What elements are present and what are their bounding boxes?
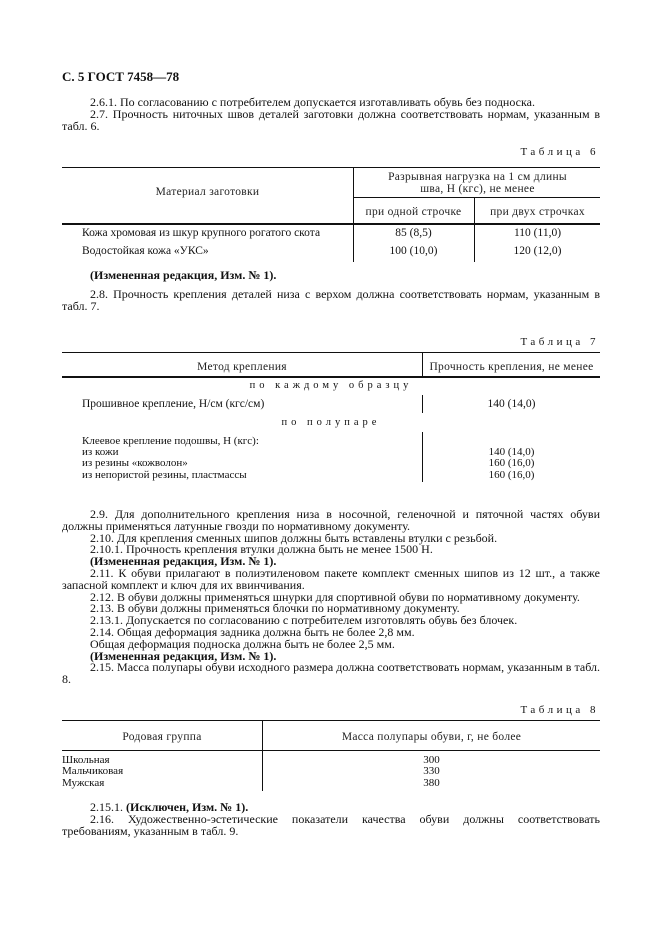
paragraph-2-11: 2.11. К обуви прилагают в полиэтиленовом пакете комплект сменных шипов из 12 шт., а также запасной комплект и ключ для их ввинчивания.	[62, 565, 600, 592]
table-cell-one: 85 (8,5)	[395, 227, 432, 239]
paragraph-2-12: 2.12. В обуви должны применяться шнурки для спортивной обуви по нормативному документу.	[90, 589, 580, 604]
paragraph-2-6-1: 2.6.1. По согласованию с потребителем допускается изготавливать обувь без подноска.	[90, 95, 535, 109]
table-6-header-load: Разрывная нагрузка на 1 см длины шва, Н (кгс), не менее	[388, 171, 567, 195]
table-8-caption: Таблица 8	[520, 704, 599, 716]
table-8-header-group: Родовая группа	[122, 731, 202, 743]
body-text-block	[62, 509, 600, 686]
table-cell-group: Мужская	[62, 777, 105, 789]
table-7-section-each-sample: по каждому образцу	[249, 380, 413, 391]
table-cell-mass: 300	[423, 754, 440, 766]
table-cell-group: Школьная	[62, 754, 110, 766]
table-7-header-strength: Прочность крепления, не менее	[429, 361, 594, 373]
paragraph-2-10: 2.10. Для крепления сменных шипов должны быть вставлены втулки с резьбой.	[90, 530, 498, 545]
amendment-note: (Измененная редакция, Изм. № 1).	[90, 268, 277, 282]
paragraph-2-10-1: 2.10.1. Прочность крепления втулки должна быть не менее 1500 Н.	[90, 542, 433, 557]
table-6-subheader-one: при одной строчке	[365, 206, 462, 218]
amendment-note: (Измененная редакция, Изм. № 1).	[90, 648, 277, 663]
table-cell-method: Прошивное крепление, Н/см (кгс/см)	[82, 398, 265, 410]
paragraph-2-15: 2.15. Масса полупары обуви исходного размера должна соответствовать нормам, указанным в табл. 8.	[62, 660, 600, 687]
table-cell-method: из резины «кожволон»	[82, 457, 188, 469]
paragraph-2-14: 2.14. Общая деформация задника должна быть не более 2,8 мм.	[90, 624, 415, 639]
paragraph-2-8: 2.8. Прочность крепления деталей низа с верхом должна соответствовать нормам, указанным в табл. 7.	[62, 287, 600, 313]
table-7-section-half-pair: по полупаре	[281, 417, 381, 428]
table-cell-value: 140 (14,0)	[488, 446, 535, 458]
paragraph-2-16: 2.16. Художественно-эстетические показатели качества обуви должны соответствовать требованиям, указанным в табл. 9.	[62, 812, 600, 838]
table-cell-two: 110 (11,0)	[513, 227, 562, 239]
table-8-header-mass: Масса полупары обуви, г, не более	[341, 731, 522, 743]
paragraph-2-13: 2.13. В обуви должны применяться блочки по нормативному документу.	[90, 601, 460, 616]
paragraph-number: 2.15.1.	[90, 800, 123, 814]
table-cell-value: 140 (14,0)	[487, 398, 536, 410]
table-cell-mass: 330	[423, 765, 440, 777]
table-7-caption: Таблица 7	[520, 336, 599, 348]
table-cell-mass: 380	[423, 777, 440, 789]
page-header: С. 5 ГОСТ 7458—78	[62, 69, 180, 84]
table-6-subheader-two: при двух строчках	[490, 206, 585, 218]
paragraph-2-9: 2.9. Для дополнительного крепления низа в носочной, геленочной и пяточной частях обуви должны применяться латунные гвозди по нормативному документу.	[62, 507, 600, 533]
table-cell-one: 100 (10,0)	[389, 245, 438, 257]
table-6-header-material: Материал заготовки	[155, 186, 260, 198]
table-cell-method: из кожи	[82, 446, 119, 458]
table-7-header-method: Метод крепления	[197, 361, 287, 373]
paragraph-2-14-b: Общая деформация подноска должна быть не более 2,5 мм.	[90, 636, 395, 651]
table-cell-value: 160 (16,0)	[488, 469, 535, 481]
paragraph-2-13-1: 2.13.1. Допускается по согласованию с потребителем изготовлять обувь без блочек.	[90, 613, 518, 628]
table-cell-material: Водостойкая кожа «УКС»	[82, 245, 209, 257]
table-cell-value: 160 (16,0)	[488, 457, 535, 469]
table-cell-method: из непористой резины, пластмассы	[82, 469, 247, 481]
table-6-caption: Таблица 6	[520, 146, 599, 158]
excluded-note: (Исключен, Изм. № 1).	[126, 800, 249, 814]
table-cell-material: Кожа хромовая из шкур крупного рогатого скота	[82, 227, 321, 239]
amendment-note: (Измененная редакция, Изм. № 1).	[90, 554, 277, 569]
table-cell-group: Мальчиковая	[62, 765, 124, 777]
table-cell-two: 120 (12,0)	[513, 245, 562, 257]
table-7-group-label: Клеевое крепление подошвы, Н (кгс):	[82, 435, 259, 447]
paragraph-2-7: 2.7. Прочность ниточных швов деталей заготовки должна соответствовать нормам, указанным в табл. 6.	[62, 107, 600, 133]
